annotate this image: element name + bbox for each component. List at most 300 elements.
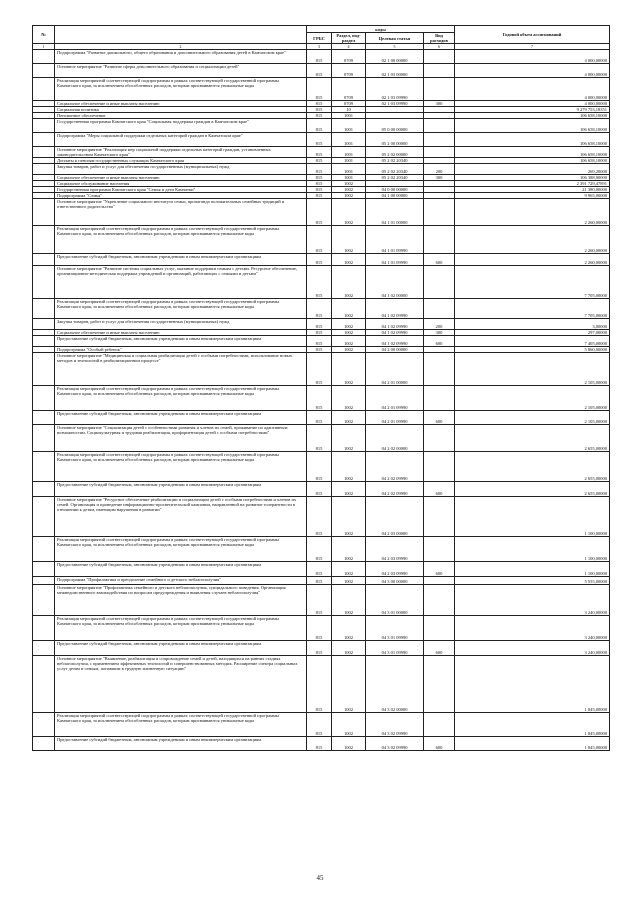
target-code: 04 1 00 00000: [366, 193, 424, 199]
grbs-code: 815: [307, 737, 332, 751]
row-index-cell: [33, 78, 55, 101]
item-name: Реализация мероприятий соответствующей подпрограммы в рамках соответствующей государственной программы Камчатского края, за исключением обособленных расходов, которым присваиваются уникальные коды: [55, 226, 307, 254]
column-number: 1: [33, 44, 55, 50]
grbs-code: 815: [307, 336, 332, 347]
target-code: 04 3 00 00000: [366, 577, 424, 585]
column-number: 4: [332, 44, 366, 50]
expense-kind-code: 600: [424, 562, 455, 577]
expense-kind-code: [424, 452, 455, 482]
item-name: Социальное обслуживание населения: [55, 181, 307, 187]
grbs-code: 815: [307, 187, 332, 193]
annual-amount: 3 240,00000: [455, 641, 610, 656]
grbs-code: 815: [307, 199, 332, 226]
item-name: Предоставление субсидий бюджетным, автономным учреждениям и иным некоммерческим организациям: [55, 641, 307, 656]
section-code: 10: [332, 107, 366, 113]
table-row: [33, 164, 610, 175]
header-number: №: [33, 26, 55, 44]
table-row: [33, 254, 610, 266]
item-name: Предоставление субсидий бюджетным, автономным учреждениям и иным некоммерческим организациям: [55, 254, 307, 266]
table-row: [33, 353, 610, 386]
expense-kind-code: [424, 577, 455, 585]
item-name: Предоставление субсидий бюджетным, автономным учреждениям и иным некоммерческим организациям: [55, 336, 307, 347]
row-index-cell: [33, 737, 55, 751]
section-code: 1002: [332, 537, 366, 562]
target-code: 04 1 02 09990: [366, 319, 424, 330]
grbs-code: 815: [307, 78, 332, 101]
expense-kind-code: [424, 119, 455, 133]
expense-kind-code: [424, 226, 455, 254]
item-name: Закупка товаров, работ и услуг для обеспечения государственных (муниципальных) нужд: [55, 319, 307, 330]
item-name: Основное мероприятие "Развитие системы социальных услуг, оказание поддержки семьям с детьми. Ресурсное обеспечение, организационно-методическая поддержка учреждений и организаций, работающих с семьями и детьми": [55, 266, 307, 299]
budget-table: [32, 25, 610, 751]
expense-kind-code: [424, 537, 455, 562]
section-code: 1002: [332, 482, 366, 497]
table-row: [33, 537, 610, 562]
row-index-cell: [33, 585, 55, 616]
target-code: 04 1 02 09990: [366, 330, 424, 336]
grbs-code: 815: [307, 119, 332, 133]
target-code: 04 3 01 09990: [366, 641, 424, 656]
grbs-code: 815: [307, 641, 332, 656]
annual-amount: 297,00000: [455, 330, 610, 336]
table-row: [33, 737, 610, 751]
grbs-code: 815: [307, 482, 332, 497]
row-index-cell: [33, 336, 55, 347]
expense-kind-code: 300: [424, 175, 455, 181]
table-row: [33, 497, 610, 537]
target-code: 04 0 00 00000: [366, 187, 424, 193]
section-code: 1002: [332, 713, 366, 737]
annual-amount: 7 705,00000: [455, 299, 610, 319]
table-row: [33, 713, 610, 737]
grbs-code: 815: [307, 425, 332, 452]
expense-kind-code: 600: [424, 254, 455, 266]
header-annual: Годовой объем ассигнований: [455, 26, 610, 44]
row-index-cell: [33, 537, 55, 562]
target-code: 04 1 02 00000: [366, 266, 424, 299]
target-code: 04 2 03 00000: [366, 497, 424, 537]
grbs-code: 815: [307, 266, 332, 299]
section-code: 1002: [332, 254, 366, 266]
grbs-code: 815: [307, 254, 332, 266]
header-kind: Вид расходов: [424, 33, 455, 44]
target-code: 04 3 01 09990: [366, 616, 424, 641]
section-code: 1002: [332, 616, 366, 641]
expense-kind-code: [424, 299, 455, 319]
section-code: 1002: [332, 585, 366, 616]
item-name: Реализация мероприятий соответствующей подпрограммы в рамках соответствующей государственной программы Камчатского края, за исключением обособленных расходов, которым присваиваются уникальные коды: [55, 78, 307, 101]
target-code: 02 1 03 09990: [366, 101, 424, 107]
page-number: 45: [316, 874, 324, 882]
table-row: [33, 656, 610, 713]
header-name: [55, 26, 307, 44]
target-code: 04 3 02 00000: [366, 656, 424, 713]
target-code: 04 3 01 00000: [366, 585, 424, 616]
annual-amount: 1 100,00000: [455, 537, 610, 562]
grbs-code: 815: [307, 158, 332, 164]
row-index-cell: [33, 147, 55, 158]
item-name: Подпрограмма "Меры социальной поддержки отдельных категорий граждан в Камчатском крае": [55, 133, 307, 147]
row-index-cell: [33, 319, 55, 330]
item-name: Основное мероприятие "Выявление, реабилитация и сопровождение семей и детей, находящихся на ранних стадиях неблагополучия, с применением эффективных технологий и совершенствованных методик. Расширение спектра социальных услуг детям и семьям, попавшим в трудную жизненную ситуацию": [55, 656, 307, 713]
section-code: 1001: [332, 158, 366, 164]
section-code: 1002: [332, 319, 366, 330]
target-code: 04 2 03 09990: [366, 537, 424, 562]
target-code: 04 2 00 00000: [366, 347, 424, 353]
section-code: 1001: [332, 175, 366, 181]
annual-amount: 9 279 753,18351: [455, 107, 610, 113]
item-name: Основное мероприятие "Развитие сферы дополнительного образования и социализации детей": [55, 64, 307, 78]
table-row: [33, 64, 610, 78]
annual-amount: 2 655,00000: [455, 452, 610, 482]
row-index-cell: [33, 616, 55, 641]
item-name: Реализация мероприятий соответствующей подпрограммы в рамках соответствующей государственной программы Камчатского края, за исключением обособленных расходов, которым присваиваются уникальные коды: [55, 452, 307, 482]
target-code: 05 2 00 00000: [366, 133, 424, 147]
header-target: Целевая статья: [366, 33, 424, 44]
expense-kind-code: [424, 425, 455, 452]
target-code: 04 1 01 09990: [366, 226, 424, 254]
section-code: 1002: [332, 641, 366, 656]
row-index-cell: [33, 562, 55, 577]
expense-kind-code: [424, 64, 455, 78]
item-name: Социальное обеспечение и иные выплаты населению: [55, 101, 307, 107]
item-name: Социальное обеспечение и иные выплаты населению: [55, 175, 307, 181]
annual-amount: 4 000,00000: [455, 64, 610, 78]
table-row: [33, 319, 610, 330]
row-index-cell: [33, 411, 55, 425]
item-name: Предоставление субсидий бюджетным, автономным учреждениям и иным некоммерческим организациям: [55, 737, 307, 751]
grbs-code: 815: [307, 713, 332, 737]
section-code: 1002: [332, 266, 366, 299]
header-grbs: ГРБС: [307, 33, 332, 44]
item-name: Подпрограмма "Особый ребенок": [55, 347, 307, 353]
grbs-code: 815: [307, 330, 332, 336]
table-row: [33, 199, 610, 226]
target-code: 04 2 02 09990: [366, 482, 424, 497]
row-index-cell: [33, 482, 55, 497]
annual-amount: 9 965,00000: [455, 193, 610, 199]
grbs-code: 815: [307, 113, 332, 119]
section-code: 1002: [332, 336, 366, 347]
section-code: 1002: [332, 330, 366, 336]
target-code: 02 1 03 09990: [366, 78, 424, 101]
expense-kind-code: 600: [424, 482, 455, 497]
row-index-cell: [33, 164, 55, 175]
expense-kind-code: [424, 199, 455, 226]
item-name: Социальное обеспечение и иные выплаты населению: [55, 330, 307, 336]
section-code: 1002: [332, 226, 366, 254]
target-code: 04 1 01 09990: [366, 254, 424, 266]
section-code: 1001: [332, 119, 366, 133]
row-index-cell: [33, 577, 55, 585]
section-code: 1002: [332, 199, 366, 226]
annual-amount: 3 240,00000: [455, 585, 610, 616]
grbs-code: 815: [307, 226, 332, 254]
annual-amount: 106 658,10000: [455, 119, 610, 133]
grbs-code: 815: [307, 656, 332, 713]
expense-kind-code: [424, 656, 455, 713]
target-code: 04 2 01 09990: [366, 386, 424, 411]
expense-kind-code: [424, 266, 455, 299]
annual-amount: 1 100,00000: [455, 497, 610, 537]
item-name: Доплаты к пенсиям государственных служащих Камчатского края: [55, 158, 307, 164]
item-name: Основное мероприятие "Реализация мер социальной поддержки отдельных категорий граждан, установленных законодательством Камчатского края": [55, 147, 307, 158]
grbs-code: 815: [307, 319, 332, 330]
grbs-code: 815: [307, 181, 332, 187]
expense-kind-code: [424, 50, 455, 64]
table-row: [33, 452, 610, 482]
section-code: 1002: [332, 452, 366, 482]
grbs-code: 815: [307, 537, 332, 562]
annual-amount: 21 380,00000: [455, 187, 610, 193]
section-code: 1002: [332, 386, 366, 411]
target-code: 04 3 02 09990: [366, 737, 424, 751]
section-code: 1002: [332, 347, 366, 353]
item-name: Основное мероприятие "Медицинская и социальная реабилитация детей с особыми потребностями, использование новых методов и технологий в реабилитационном процессе": [55, 353, 307, 386]
item-name: Предоставление субсидий бюджетным, автономным учреждениям и иным некоммерческим организациям: [55, 562, 307, 577]
target-code: 05 2 02 20340: [366, 175, 424, 181]
item-name: Социальная политика: [55, 107, 307, 113]
grbs-code: 815: [307, 386, 332, 411]
table-row: [33, 616, 610, 641]
annual-amount: 5 555,00000: [455, 577, 610, 585]
table-header: [33, 26, 610, 50]
target-code: 04 2 01 09990: [366, 411, 424, 425]
annual-amount: 2 105,00000: [455, 411, 610, 425]
row-index-cell: [33, 353, 55, 386]
item-name: Пенсионное обеспечение: [55, 113, 307, 119]
annual-amount: 106 658,10000: [455, 113, 610, 119]
target-code: 04 1 02 09990: [366, 299, 424, 319]
grbs-code: 815: [307, 497, 332, 537]
expense-kind-code: [424, 133, 455, 147]
expense-kind-code: 300: [424, 101, 455, 107]
column-number: 5: [366, 44, 424, 50]
expense-kind-code: [424, 585, 455, 616]
target-code: 05 0 00 00000: [366, 119, 424, 133]
table-row: [33, 411, 610, 425]
expense-kind-code: [424, 713, 455, 737]
annual-amount: 7 705,00000: [455, 266, 610, 299]
expense-kind-code: [424, 353, 455, 386]
section-code: 1002: [332, 562, 366, 577]
column-number: 6: [424, 44, 455, 50]
annual-amount: 106 388,90000: [455, 175, 610, 181]
target-code: 05 2 02 20340: [366, 158, 424, 164]
expense-kind-code: 300: [424, 330, 455, 336]
row-index-cell: [33, 299, 55, 319]
grbs-code: 815: [307, 585, 332, 616]
row-index-cell: [33, 119, 55, 133]
row-index-cell: [33, 497, 55, 537]
table-row: [33, 133, 610, 147]
annual-amount: 2 260,00000: [455, 254, 610, 266]
grbs-code: 815: [307, 616, 332, 641]
header-section: Раздел, под-раздел: [332, 33, 366, 44]
table-row: [33, 482, 610, 497]
expense-kind-code: [424, 386, 455, 411]
row-index-cell: [33, 64, 55, 78]
target-code: 04 1 01 00000: [366, 199, 424, 226]
grbs-code: 815: [307, 299, 332, 319]
table-row: [33, 226, 610, 254]
section-code: 1001: [332, 133, 366, 147]
annual-amount: 3 240,00000: [455, 616, 610, 641]
grbs-code: 815: [307, 452, 332, 482]
item-name: Подпрограмма "Семья": [55, 193, 307, 199]
section-code: 1002: [332, 187, 366, 193]
annual-amount: 106 658,10000: [455, 133, 610, 147]
expense-kind-code: 200: [424, 164, 455, 175]
expense-kind-code: [424, 497, 455, 537]
section-code: 1002: [332, 497, 366, 537]
item-name: Реализация мероприятий соответствующей подпрограммы в рамках соответствующей государственной программы Камчатского края, за исключением обособленных расходов, которым присваиваются уникальные коды: [55, 616, 307, 641]
row-index-cell: [33, 425, 55, 452]
grbs-code: 815: [307, 133, 332, 147]
annual-amount: 1 845,00000: [455, 656, 610, 713]
section-code: 1001: [332, 147, 366, 158]
table-row: [33, 50, 610, 64]
target-code: 04 1 02 09990: [366, 336, 424, 347]
annual-amount: 2 655,00000: [455, 425, 610, 452]
target-code: 02 1 00 00000: [366, 50, 424, 64]
grbs-code: 815: [307, 64, 332, 78]
item-name: Основное мероприятие "Профилактика семейного и детского неблагополучия, суицидального поведения. Организация межведомственного взаимодействия по вопросам предупреждения и выявления случаев неблагополучия": [55, 585, 307, 616]
expense-kind-code: 600: [424, 737, 455, 751]
table-body: [33, 50, 610, 751]
annual-amount: 106 658,10000: [455, 158, 610, 164]
target-code: 04 2 03 09990: [366, 562, 424, 577]
target-code: 05 2 02 00000: [366, 147, 424, 158]
row-index-cell: [33, 50, 55, 64]
table-row: [33, 577, 610, 585]
row-index-cell: [33, 199, 55, 226]
section-code: 0709: [332, 101, 366, 107]
row-index-cell: [33, 133, 55, 147]
row-index-cell: [33, 656, 55, 713]
section-code: 1002: [332, 737, 366, 751]
table-row: [33, 299, 610, 319]
section-code: 1002: [332, 299, 366, 319]
row-index-cell: [33, 386, 55, 411]
column-number: 2: [55, 44, 307, 50]
annual-amount: 1 100,00000: [455, 562, 610, 577]
grbs-code: 815: [307, 101, 332, 107]
expense-kind-code: 600: [424, 336, 455, 347]
table-row: [33, 119, 610, 133]
item-name: Реализация мероприятий соответствующей подпрограммы в рамках соответствующей государственной программы Камчатского края, за исключением обособленных расходов, которым присваиваются уникальные коды: [55, 537, 307, 562]
annual-amount: 2 260,00000: [455, 199, 610, 226]
annual-amount: 1 845,00000: [455, 713, 610, 737]
item-name: Реализация мероприятий соответствующей подпрограммы в рамках соответствующей государственной программы Камчатского края, за исключением обособленных расходов, которым присваиваются уникальные коды: [55, 299, 307, 319]
item-name: Основное мероприятие "Ресурсное обеспечение реабилитации и социализации детей с особыми потребностями и членов их семей. Организация и проведение информационно-просветительской кампании, направленной на развитие толерантности в отношении к детям, имеющим нарушения в развитии": [55, 497, 307, 537]
expense-kind-code: 200: [424, 319, 455, 330]
item-name: Реализация мероприятий соответствующей подпрограммы в рамках соответствующей государственной программы Камчатского края, за исключением обособленных расходов, которым присваиваются уникальные коды: [55, 713, 307, 737]
annual-amount: 269,20000: [455, 164, 610, 175]
section-code: 1002: [332, 193, 366, 199]
item-name: Государственная программа Камчатского края "Семья и дети Камчатки": [55, 187, 307, 193]
table-row: [33, 336, 610, 347]
section-code: 1002: [332, 577, 366, 585]
annual-amount: 2 260,00000: [455, 226, 610, 254]
grbs-code: 815: [307, 193, 332, 199]
annual-amount: 2 391 729,47891: [455, 181, 610, 187]
annual-amount: 1 845,00000: [455, 737, 610, 751]
section-code: 1002: [332, 656, 366, 713]
section-code: 1002: [332, 411, 366, 425]
target-code: 04 2 02 00000: [366, 425, 424, 452]
table-row: [33, 425, 610, 452]
target-code: 04 2 01 00000: [366, 353, 424, 386]
table-row: [33, 386, 610, 411]
target-code: 04 3 02 09990: [366, 713, 424, 737]
table-row: [33, 266, 610, 299]
annual-amount: 4 000,00000: [455, 78, 610, 101]
row-index-cell: [33, 266, 55, 299]
annual-amount: 106 658,10000: [455, 147, 610, 158]
item-name: Основное мероприятие "Укрепление социального института семьи, пропаганда положительных семейных традиций и ответственного родительства": [55, 199, 307, 226]
table-row: [33, 641, 610, 656]
column-number: 3: [307, 44, 332, 50]
grbs-code: 815: [307, 164, 332, 175]
annual-amount: 2 105,00000: [455, 353, 610, 386]
expense-kind-code: 600: [424, 641, 455, 656]
section-code: 1001: [332, 164, 366, 175]
column-number: 7: [455, 44, 610, 50]
item-name: Основное мероприятие "Социализация детей с особенностями развития и членов их семей, проживание по адаптивным возможностям. Социокультурная и трудовая реабилитация, профориентация детей с особыми потребностями": [55, 425, 307, 452]
section-code: 1002: [332, 425, 366, 452]
section-code: 1002: [332, 353, 366, 386]
row-index-cell: [33, 452, 55, 482]
item-name: Предоставление субсидий бюджетным, автономным учреждениям и иным некоммерческим организациям: [55, 411, 307, 425]
annual-amount: 3,00000: [455, 319, 610, 330]
row-index-cell: [33, 226, 55, 254]
expense-kind-code: 600: [424, 411, 455, 425]
row-index-cell: [33, 254, 55, 266]
section-code: 0709: [332, 50, 366, 64]
target-code: 04 2 02 09990: [366, 452, 424, 482]
section-code: 0709: [332, 64, 366, 78]
grbs-code: 815: [307, 562, 332, 577]
section-code: 1001: [332, 113, 366, 119]
section-code: 1002: [332, 181, 366, 187]
annual-amount: 4 000,00000: [455, 101, 610, 107]
grbs-code: 815: [307, 175, 332, 181]
annual-amount: 2 105,00000: [455, 386, 610, 411]
grbs-code: 815: [307, 107, 332, 113]
item-name: Подпрограмма "Профилактика и преодоление семейного и детского неблагополучия": [55, 577, 307, 585]
grbs-code: 815: [307, 50, 332, 64]
expense-kind-code: [424, 616, 455, 641]
expense-kind-code: [424, 147, 455, 158]
item-name: Реализация мероприятий соответствующей подпрограммы в рамках соответствующей государственной программы Камчатского края, за исключением обособленных расходов, которым присваиваются уникальные коды: [55, 386, 307, 411]
target-code: 05 2 02 20340: [366, 164, 424, 175]
header-codes: коды: [307, 26, 455, 33]
item-name: Закупка товаров, работ и услуг для обеспечения государственных (муниципальных) нужд: [55, 164, 307, 175]
annual-amount: 2 655,00000: [455, 482, 610, 497]
annual-amount: 4 000,00000: [455, 50, 610, 64]
item-name: Государственная программа Камчатского края "Социальная поддержка граждан в Камчатском крае": [55, 119, 307, 133]
expense-kind-code: [424, 78, 455, 101]
annual-amount: 7 405,00000: [455, 336, 610, 347]
item-name: Предоставление субсидий бюджетным, автономным учреждениям и иным некоммерческим организациям: [55, 482, 307, 497]
item-name: Подпрограмма "Развитие дошкольного, общего образования и дополнительного образования детей в Камчатском крае": [55, 50, 307, 64]
table-row: [33, 562, 610, 577]
table-row: [33, 585, 610, 616]
grbs-code: 815: [307, 411, 332, 425]
row-index-cell: [33, 713, 55, 737]
grbs-code: 815: [307, 147, 332, 158]
